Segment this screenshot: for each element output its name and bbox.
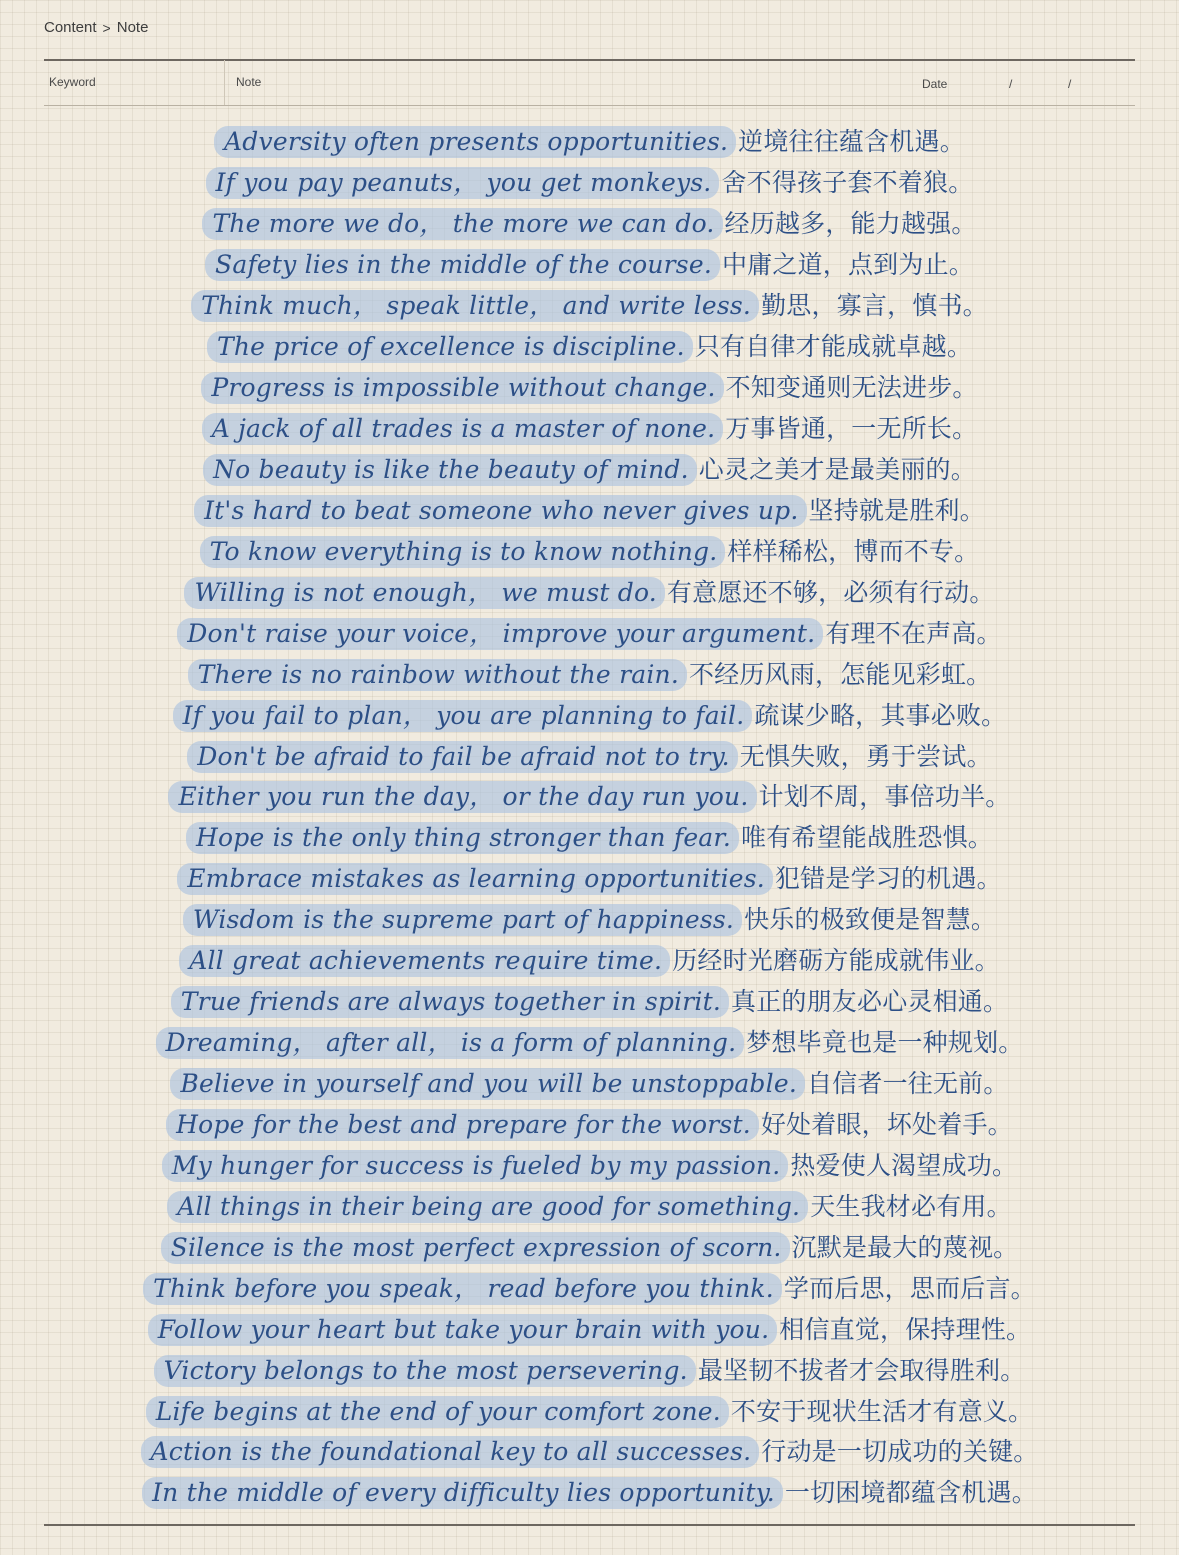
note-text [203, 450, 976, 486]
note-line [44, 243, 1135, 284]
note-english: All great achievements require time. [179, 945, 670, 977]
note-english: True friends are always together in spirit. [171, 986, 729, 1018]
note-line [44, 734, 1135, 775]
note-text [202, 409, 978, 445]
note-english: Don't be afraid to fail be afraid not to try. [187, 741, 738, 773]
note-text [171, 982, 1008, 1018]
note-text [206, 163, 974, 199]
note-text [187, 737, 992, 773]
note-text [177, 859, 1002, 895]
note-english: Safety lies in the middle of the course. [205, 249, 720, 281]
note-line [44, 898, 1135, 939]
note-english: The price of excellence is discipline. [207, 331, 693, 363]
date-separator: / [1009, 77, 1013, 91]
note-chinese: 梦想毕竟也是一种规划。 [746, 1028, 1024, 1058]
note-english: Embrace mistakes as learning opportunities. [177, 863, 773, 895]
note-english: A jack of all trades is a master of none. [202, 413, 724, 445]
note-chinese: 不知变通则无法进步。 [725, 373, 978, 403]
note-line [44, 816, 1135, 857]
note-text [173, 696, 1007, 732]
note-chinese: 热爱使人渴望成功。 [790, 1150, 1018, 1180]
note-line [44, 448, 1135, 489]
note-line [44, 284, 1135, 325]
header-top-rule [44, 59, 1135, 61]
note-line [44, 1143, 1135, 1184]
note-english: The more we do， the more we can do. [202, 208, 722, 240]
note-english: Don't raise your voice， improve your argument. [177, 618, 823, 650]
note-text [191, 286, 988, 322]
note-text [186, 818, 993, 854]
note-chinese: 行动是一切成功的关键。 [761, 1437, 1039, 1467]
note-english: If you fail to plan， you are planning to fail. [173, 700, 753, 732]
note-english: Willing is not enough， we must do. [184, 577, 664, 609]
note-line [44, 488, 1135, 529]
note-english: Believe in yourself and you will be unstoppable. [170, 1068, 805, 1100]
breadcrumb [44, 19, 148, 36]
note-chinese: 历经时光磨砺方能成就伟业。 [672, 946, 1000, 976]
note-text [179, 941, 1000, 977]
note-text [166, 1105, 1013, 1141]
note-chinese: 唯有希望能战胜恐惧。 [740, 823, 993, 853]
note-line [44, 1225, 1135, 1266]
note-english: If you pay peanuts， you get monkeys. [206, 167, 720, 199]
note-english: No beauty is like the beauty of mind. [203, 454, 697, 486]
note-text [142, 1473, 1037, 1509]
notes-list [44, 120, 1135, 1512]
note-chinese: 无惧失败，勇于尝试。 [739, 741, 992, 771]
note-english: Think much， speak little， and write less. [191, 290, 759, 322]
note-english: Victory belongs to the most persevering. [154, 1355, 696, 1387]
note-text [154, 1351, 1026, 1387]
note-line [44, 1471, 1135, 1512]
note-english: Wisdom is the supreme part of happiness. [183, 904, 742, 936]
note-line [44, 775, 1135, 816]
note-line [44, 120, 1135, 161]
note-text [161, 1228, 1019, 1264]
note-line [44, 366, 1135, 407]
note-text [148, 1310, 1031, 1346]
note-chinese: 不经历风雨，怎能见彩虹。 [688, 659, 992, 689]
note-chinese: 心灵之美才是最美丽的。 [698, 454, 976, 484]
note-chinese: 犯错是学习的机遇。 [774, 864, 1002, 894]
note-chinese: 有意愿还不够，必须有行动。 [666, 577, 995, 607]
note-text [200, 532, 980, 568]
note-line [44, 202, 1135, 243]
note-chinese: 相信直觉，保持理性。 [779, 1314, 1032, 1344]
note-chinese: 经历越多，能力越强。 [724, 209, 977, 239]
note-line [44, 1021, 1135, 1062]
note-chinese: 好处着眼，坏处着手。 [760, 1109, 1013, 1139]
note-english: To know everything is to know nothing. [200, 536, 726, 568]
note-text [168, 777, 1010, 813]
note-english: In the middle of every difficulty lies opportunity. [142, 1477, 783, 1509]
note-line [44, 1307, 1135, 1348]
note-chinese: 不安于现状生活才有意义。 [730, 1396, 1034, 1426]
note-text [183, 900, 996, 936]
note-english: Action is the foundational key to all successes. [141, 1436, 760, 1468]
note-chinese: 疏谋少略，其事必败。 [754, 700, 1007, 730]
note-line [44, 939, 1135, 980]
note-chinese: 样样稀松，博而不专。 [727, 536, 980, 566]
note-chinese: 中庸之道，点到为止。 [721, 250, 974, 280]
note-text [141, 1432, 1039, 1468]
note-text [201, 368, 977, 404]
note-line [44, 570, 1135, 611]
note-chinese: 有理不在声高。 [825, 618, 1002, 648]
note-text [146, 1392, 1034, 1428]
note-chinese: 快乐的极致便是智慧。 [744, 905, 997, 935]
date-label: Date [922, 77, 948, 91]
note-line [44, 529, 1135, 570]
note-chinese: 一切困境都蕴含机遇。 [784, 1478, 1037, 1508]
note-line [44, 857, 1135, 898]
note-line [44, 652, 1135, 693]
note-line [44, 1184, 1135, 1225]
footer-rule [44, 1524, 1135, 1526]
keyword-column-divider [224, 60, 225, 106]
note-chinese: 沉默是最大的蔑视。 [791, 1232, 1019, 1262]
note-chinese: 计划不周，事倍功半。 [758, 782, 1011, 812]
note-english: Life begins at the end of your comfort zone. [146, 1396, 729, 1428]
note-english: Think before you speak， read before you think. [143, 1273, 782, 1305]
note-line [44, 1430, 1135, 1471]
note-line [44, 1348, 1135, 1389]
note-english: There is no rainbow without the rain. [188, 659, 687, 691]
keyword-label: Keyword [49, 75, 96, 89]
note-chinese: 天生我材必有用。 [810, 1191, 1012, 1221]
breadcrumb-root[interactable]: Content [44, 19, 97, 36]
note-text [162, 1146, 1017, 1182]
note-text [177, 614, 1001, 650]
note-english: Dreaming， after all， is a form of planning. [156, 1027, 745, 1059]
note-line [44, 407, 1135, 448]
note-english: Either you run the day， or the day run you. [168, 781, 756, 813]
breadcrumb-separator: > [102, 19, 111, 36]
note-text [170, 1064, 1008, 1100]
note-text [167, 1187, 1012, 1223]
note-chinese: 万事皆通，一无所长。 [725, 414, 978, 444]
breadcrumb-current: Note [116, 19, 149, 36]
note-text [202, 204, 976, 240]
note-text [156, 1023, 1024, 1059]
note-line [44, 1266, 1135, 1307]
note-line [44, 980, 1135, 1021]
note-chinese: 逆境往往蕴含机遇。 [738, 127, 965, 157]
note-chinese: 学而后思，思而后言。 [783, 1273, 1036, 1303]
note-line [44, 1389, 1135, 1430]
note-english: Follow your heart but take your brain with you. [148, 1314, 777, 1346]
note-chinese: 舍不得孩子套不着狼。 [721, 168, 974, 198]
note-text [188, 655, 992, 691]
date-separator: / [1068, 77, 1072, 91]
note-line [44, 693, 1135, 734]
note-english: Progress is impossible without change. [201, 372, 723, 404]
note-line [44, 1062, 1135, 1103]
note-text [205, 245, 974, 281]
note-text [207, 327, 972, 363]
note-text [143, 1269, 1036, 1305]
note-chinese: 坚持就是胜利。 [808, 495, 985, 525]
note-label: Note [236, 75, 262, 89]
note-english: All things in their being are good for something. [167, 1191, 808, 1223]
note-text [214, 122, 965, 158]
note-chinese: 真正的朋友必心灵相通。 [731, 987, 1009, 1017]
note-line [44, 325, 1135, 366]
note-english: It's hard to beat someone who never gives up. [194, 495, 806, 527]
note-text [194, 491, 985, 527]
note-english: Hope for the best and prepare for the worst. [166, 1109, 759, 1141]
note-line [44, 1103, 1135, 1144]
note-chinese: 最坚韧不拔者才会取得胜利。 [697, 1355, 1026, 1385]
note-line [44, 611, 1135, 652]
note-chinese: 只有自律才能成就卓越。 [694, 332, 973, 362]
note-text [184, 573, 994, 609]
note-english: Adversity often presents opportunities. [214, 126, 736, 158]
header-bottom-rule [44, 105, 1135, 106]
note-english: Silence is the most perfect expression of scorn. [161, 1232, 790, 1264]
note-chinese: 自信者一往无前。 [806, 1069, 1009, 1099]
note-english: Hope is the only thing stronger than fear. [186, 822, 739, 854]
note-chinese: 勤思，寡言，慎书。 [761, 291, 988, 321]
note-line [44, 161, 1135, 202]
note-english: My hunger for success is fueled by my passion. [162, 1150, 789, 1182]
